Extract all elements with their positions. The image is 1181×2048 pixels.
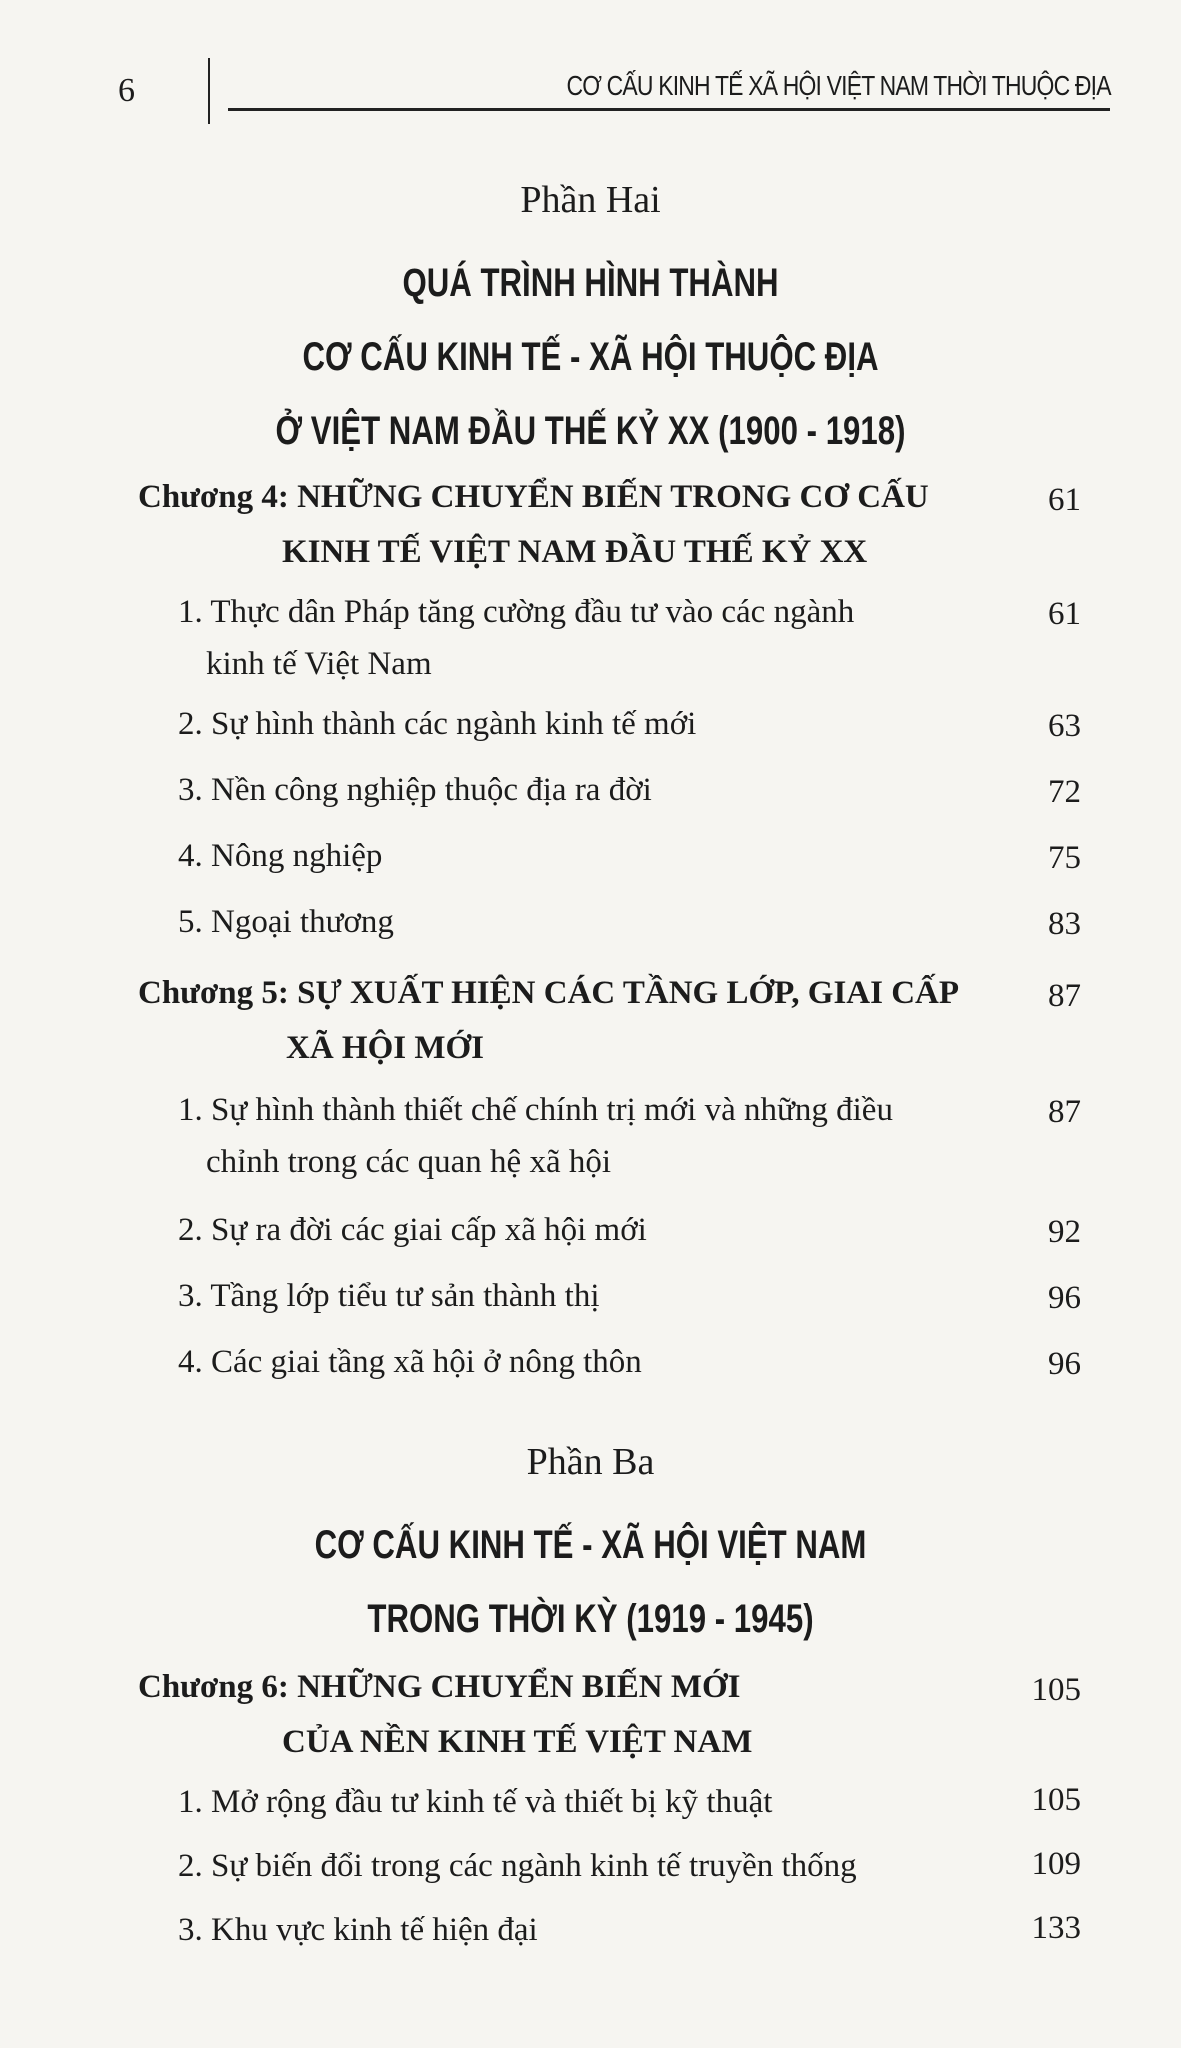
toc-entry-label: 3. Nền công nghiệp thuộc địa ra đời [178, 772, 652, 808]
chapter-4-title-cont: KINH TẾ VIỆT NAM ĐẦU THẾ KỶ XX [282, 534, 868, 570]
chapter-4-page: 61 [1048, 482, 1081, 518]
header-separator [208, 58, 210, 124]
toc-entry-page: 63 [1048, 708, 1081, 744]
chapter-4-title: Chương 4: NHỮNG CHUYỂN BIẾN TRONG CƠ CẤU [138, 479, 929, 515]
toc-entry-label: 3. Tầng lớp tiểu tư sản thành thị [178, 1278, 600, 1314]
toc-entry[interactable] [178, 830, 382, 882]
toc-entry-page: 105 [1031, 1782, 1081, 1818]
part-three-title-line: TRONG THỜI KỲ (1919 - 1945) [367, 1597, 814, 1641]
toc-entry-label: 1. Thực dân Pháp tăng cường đầu tư vào các ngành [178, 594, 855, 630]
part-three-label: Phần Ba [526, 1441, 655, 1483]
toc-entry-page: 133 [1031, 1910, 1081, 1946]
part-two-label: Phần Hai [520, 179, 661, 221]
toc-entry-label: 4. Nông nghiệp [178, 838, 383, 874]
chapter-5-title-cont: XÃ HỘI MỚI [286, 1030, 484, 1066]
part-two-title-line: QUÁ TRÌNH HÌNH THÀNH [402, 261, 779, 305]
toc-entry-page: 72 [1048, 774, 1081, 810]
toc-entry-page: 92 [1048, 1214, 1081, 1250]
part-three-title [130, 1508, 1051, 1656]
toc-entry[interactable] [178, 1084, 893, 1188]
toc-entry[interactable] [178, 1270, 600, 1322]
toc-entry[interactable] [178, 1904, 538, 1956]
toc-entry[interactable] [178, 1204, 647, 1256]
toc-entry[interactable] [178, 1776, 772, 1828]
toc-entry-page: 87 [1048, 1094, 1081, 1130]
toc-entry-label: 1. Sự hình thành thiết chế chính trị mới và những điều [178, 1092, 893, 1128]
toc-entry[interactable] [178, 586, 854, 690]
toc-entry[interactable] [178, 1336, 642, 1388]
toc-entry-page: 109 [1031, 1846, 1081, 1882]
chapter-6-page: 105 [1031, 1672, 1081, 1708]
toc-entry[interactable] [178, 698, 696, 750]
page-number: 6 [118, 72, 135, 109]
part-two-title-line: Ở VIỆT NAM ĐẦU THẾ KỶ XX (1900 - 1918) [275, 409, 906, 453]
toc-entry[interactable] [178, 1840, 857, 1892]
toc-entry-page: 61 [1048, 596, 1081, 632]
toc-entry-label: 1. Mở rộng đầu tư kinh tế và thiết bị kỹ thuật [178, 1784, 773, 1820]
toc-entry-page: 83 [1048, 906, 1081, 942]
toc-entry-page: 75 [1048, 840, 1081, 876]
toc-entry-page: 96 [1048, 1346, 1081, 1382]
toc-entry-label: 2. Sự hình thành các ngành kinh tế mới [178, 706, 697, 742]
chapter-5-title: Chương 5: SỰ XUẤT HIỆN CÁC TẦNG LỚP, GIAI CẤP [138, 975, 960, 1011]
toc-entry[interactable] [178, 764, 652, 816]
chapter-5-heading[interactable] [138, 966, 959, 1076]
toc-entry-label: 5. Ngoại thương [178, 904, 394, 940]
toc-entry-label: 2. Sự biến đổi trong các ngành kinh tế truyền thống [178, 1848, 857, 1884]
running-title: CƠ CẤU KINH TẾ XÃ HỘI VIỆT NAM THỜI THUỘC ĐỊA [566, 70, 1111, 101]
toc-entry-label: 2. Sự ra đời các giai cấp xã hội mới [178, 1212, 647, 1248]
toc-entry[interactable] [178, 896, 394, 948]
toc-entry-label: 4. Các giai tầng xã hội ở nông thôn [178, 1344, 642, 1380]
toc-entry-label: 3. Khu vực kinh tế hiện đại [178, 1912, 538, 1948]
header-rule [228, 108, 1110, 111]
part-two-title [130, 246, 1051, 468]
chapter-5-page: 87 [1048, 978, 1081, 1014]
chapter-6-title-cont: CỦA NỀN KINH TẾ VIỆT NAM [282, 1724, 753, 1760]
toc-entry-label-cont: kinh tế Việt Nam [206, 646, 432, 682]
chapter-6-title: Chương 6: NHỮNG CHUYỂN BIẾN MỚI [138, 1669, 741, 1705]
part-three-title-line: CƠ CẤU KINH TẾ - XÃ HỘI VIỆT NAM [314, 1523, 867, 1567]
toc-entry-page: 96 [1048, 1280, 1081, 1316]
toc-entry-label-cont: chỉnh trong các quan hệ xã hội [206, 1144, 612, 1180]
chapter-4-heading[interactable] [138, 470, 929, 580]
part-two-title-line: CƠ CẤU KINH TẾ - XÃ HỘI THUỘC ĐỊA [302, 335, 879, 379]
chapter-6-heading[interactable] [138, 1660, 752, 1770]
